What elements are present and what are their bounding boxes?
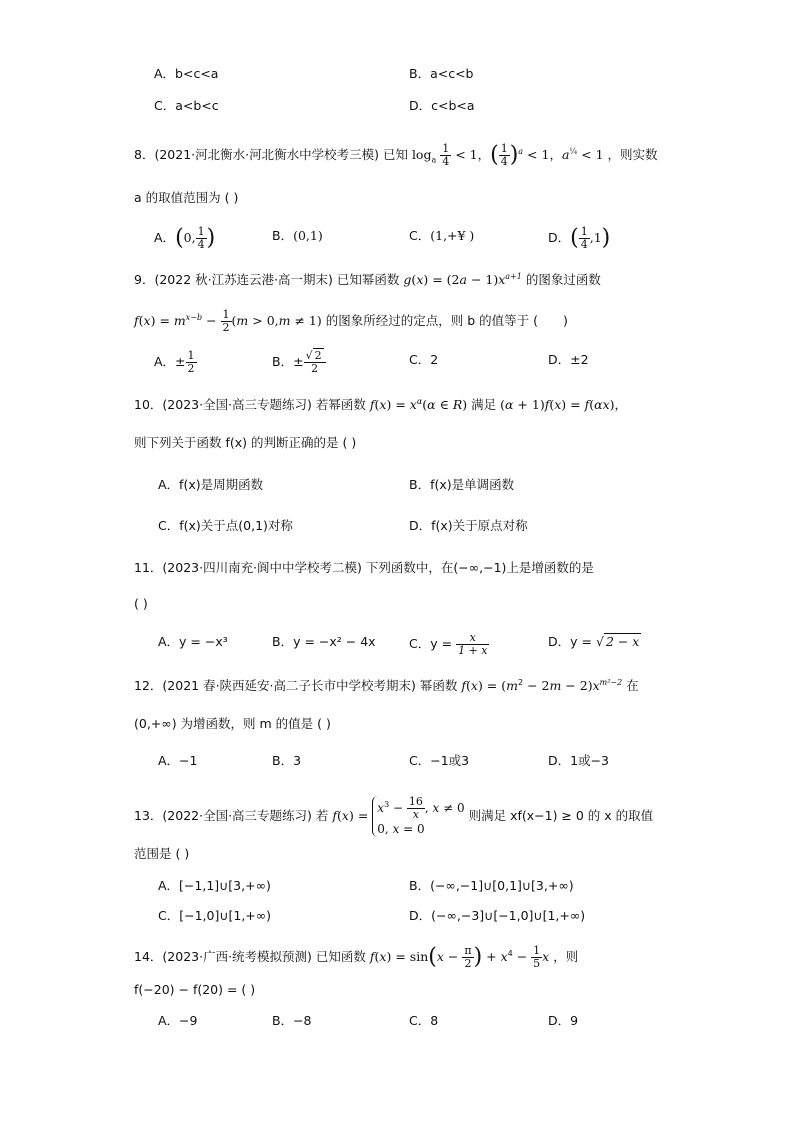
q9-option-a-label: A．±	[154, 354, 186, 369]
q7-option-d: D．c<b<a	[409, 98, 475, 113]
q12-stem-prefix: 12．(2021 春·陕西延安·高二子长市中学校考期末) 幂函数	[134, 678, 458, 694]
q14-option-a: A．−9	[158, 1013, 198, 1028]
q8-line2: a 的取值范围为 ( )	[134, 190, 239, 205]
q9-line2-suffix: 的图象所经过的定点，则 b 的值等于 ( )	[325, 313, 568, 329]
q13-piecewise: $x^3$ − $\frac{16}{x}$ , x ≠ 0 0, x = 0	[372, 796, 464, 837]
q9-option-d: D．±2	[548, 352, 589, 367]
q8-option-c-label: C．	[409, 228, 431, 243]
q8-stem-prefix: 8．(2021·河北衡水·河北衡水中学校考三模) 已知	[134, 147, 408, 163]
q13-option-c: C．[−1,0]∪[1,+∞)	[158, 908, 272, 923]
q13-stem: 13．(2022·全国·高三专题练习) 若 $f(x) = x^3$ − $\frac{16}{x}$ , x ≠ 0 0, x = 0 则满足 xf(x−1) ≥ 0 的 x 的取值	[134, 795, 654, 836]
q11-stem: 11．(2023·四川南充·阆中中学校考二模) 下列函数中，在(−∞,−1)上是增函数的是	[134, 560, 594, 575]
q7-option-c: C．a<b<c	[154, 98, 219, 113]
q9-option-c: C．2	[409, 352, 439, 367]
q10-option-b: B．f(x)是单调函数	[409, 477, 515, 492]
q11-option-d: D．y = √ 2 − x	[548, 634, 640, 649]
q9-option-a: A．± $\frac{1}{2}$	[154, 349, 195, 375]
q10-stem: 10．(2023·全国·高三专题练习) 若幂函数 $f(x) = x^\alpha(\alpha$ ∈ R) 满足 (α + 1)f(x) = f(αx)，	[134, 397, 628, 413]
q8-option-b: B．(0,1)	[272, 228, 323, 243]
q12-stem-suffix: 在	[626, 678, 639, 694]
q11-line2: ( )	[134, 596, 148, 611]
q7-option-a: A．b<c<a	[154, 66, 219, 81]
q8-option-b-label: B．	[272, 228, 294, 243]
q8-option-d: D．( $\frac{1}{4}$ ,1)	[548, 225, 611, 251]
q10-option-c: C．f(x)关于点(0,1)对称	[158, 518, 293, 533]
q12-line2: (0,+∞) 为增函数，则 m 的值是 ( )	[134, 716, 331, 731]
q14-line2: f(−20) − f(20) = ( )	[134, 982, 256, 997]
q11-option-c: C．y = $\frac{x}{1 + x}$	[409, 631, 488, 657]
q12-option-a: A．−1	[158, 753, 198, 768]
q12-option-b: B．3	[272, 753, 302, 768]
q8-stem-suffix: ，则实数	[607, 147, 658, 163]
q10-stem-prefix: 10．(2023·全国·高三专题练习) 若幂函数	[134, 397, 366, 413]
q8-option-a-label: A．	[154, 230, 176, 245]
q14-stem-suffix: ，则	[553, 949, 579, 965]
q11-option-d-label: D．y =	[548, 634, 592, 649]
q12-option-d: D．1或−3	[548, 753, 610, 768]
q13-option-d: D．(−∞,−3]∪[−1,0]∪[1,+∞)	[409, 908, 586, 923]
q9-stem: 9．(2022 秋·江苏连云港·高一期末) 已知幂函数 $g(x) = (2a - 1)x^{a+1}$ 的图象过函数	[134, 272, 601, 288]
q8-option-c: C．(1,+¥ )	[409, 228, 475, 243]
q14-option-b: B．−8	[272, 1013, 312, 1028]
q9-option-b: B．± $\frac{√ 2}{2}$	[272, 350, 326, 375]
q9-stem-prefix: 9．(2022 秋·江苏连云港·高一期末) 已知幂函数	[134, 272, 400, 288]
q8-option-d-label: D．	[548, 230, 571, 245]
q13-stem-prefix: 13．(2022·全国·高三专题练习) 若	[134, 808, 329, 823]
q8-stem	[134, 142, 658, 171]
q13-stem-suffix: 则满足 xf(x−1) ≥ 0 的 x 的取值	[468, 808, 654, 823]
q8-option-a: A．(0, $\frac{1}{4}$ )	[154, 225, 216, 251]
q10-option-d: D．f(x)关于原点对称	[409, 518, 528, 533]
q10-stem-mid: 满足	[471, 397, 497, 413]
q12-stem: 12．(2021 春·陕西延安·高二子长市中学校考期末) 幂函数 $f(x) = (m^2 - 2m - 2)x^{m^2-2}$ 在	[134, 678, 639, 694]
q11-option-a: A．y = −x³	[158, 634, 228, 649]
q11-option-c-label: C．y =	[409, 636, 453, 651]
q10-option-a: A．f(x)是周期函数	[158, 477, 264, 492]
q12-option-c: C．−1或3	[409, 753, 470, 768]
q13-line2: 范围是 ( )	[134, 846, 190, 861]
q13-option-b: B．(−∞,−1]∪[0,1]∪[3,+∞)	[409, 878, 574, 893]
q9-formula-g: g	[403, 272, 412, 288]
q14-stem-prefix: 14．(2023·广西·统考模拟预测) 已知函数	[134, 949, 366, 965]
q13-option-a: A．[−1,1]∪[3,+∞)	[158, 878, 271, 893]
q14-option-c: C．8	[409, 1013, 439, 1028]
q14-option-d: D．9	[548, 1013, 579, 1028]
q11-option-b: B．y = −x² − 4x	[272, 634, 376, 649]
q7-option-b: B．a<c<b	[409, 66, 474, 81]
q9-option-b-label: B．±	[272, 354, 304, 369]
q9-stem-suffix: 的图象过函数	[525, 272, 601, 288]
q8-formula: $\log_a$ $\frac{1}{4}$ < 1，( $\frac{1}{4}$ )$^a$ < 1，$a^{\frac{1}{4}} < 1$	[411, 142, 604, 169]
q14-stem: 14．(2023·广西·统考模拟预测) 已知函数 f(x) = sin(x − $\frac{\pi}{2}$ ) + $x^4$ − $\frac{1}{5}$ x ，则	[134, 944, 579, 971]
q9-line2: $f(x) = m^{x-b}$ − $\frac{1}{2}$ (m > 0,m ≠ 1) 的图象所经过的定点，则 b 的值等于 ( )	[134, 308, 568, 335]
q10-line2: 则下列关于函数 f(x) 的判断正确的是 ( )	[134, 435, 357, 450]
